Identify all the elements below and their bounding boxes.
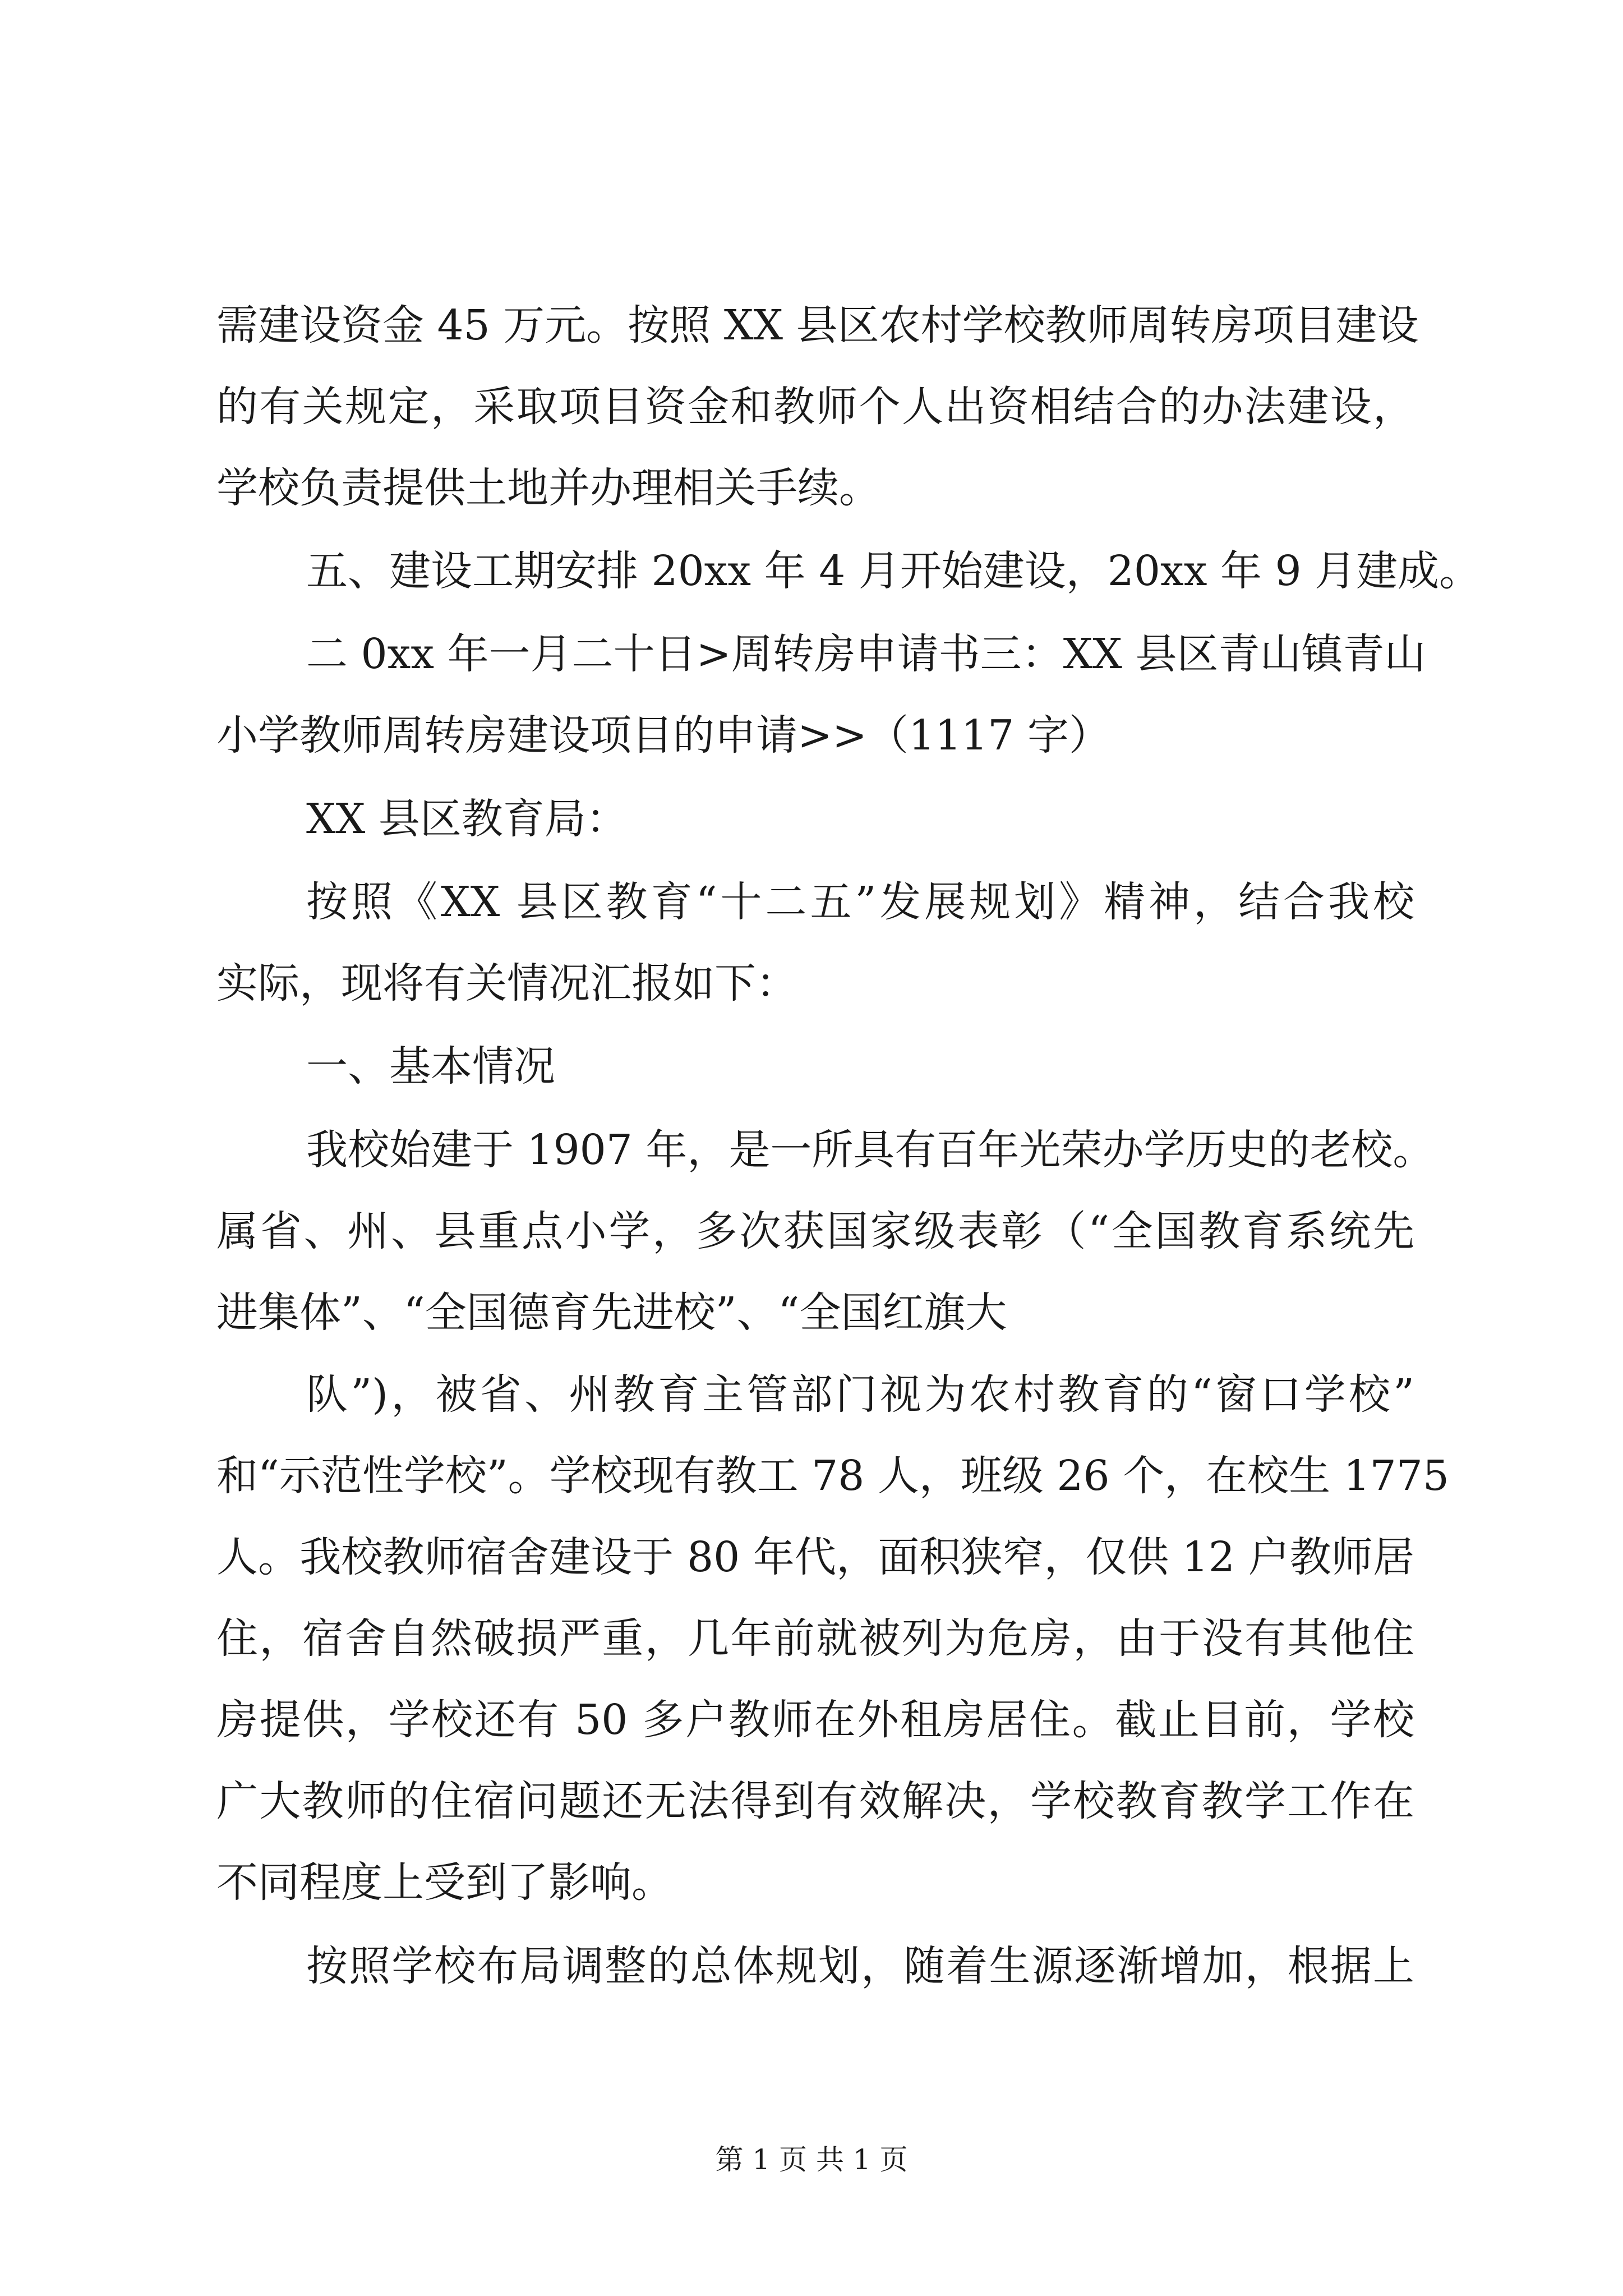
text-line: 人。我校教师宿舍建设于 80 年代，面积狭窄，仅供 12 户教师居: [216, 1533, 1414, 1581]
text-line: 五、建设工期安排 20xx 年 4 月开始建设，20xx 年 9 月建成。: [306, 547, 1481, 595]
text-line: 实际，现将有关情况汇报如下：: [216, 959, 797, 1007]
text-line: 和“示范性学校”。学校现有教工 78 人，班级 26 个，在校生 1775: [216, 1452, 1449, 1500]
text-line: 房提供，学校还有 50 多户教师在外租房居住。截止目前，学校: [216, 1696, 1414, 1744]
section-heading: 一、基本情况: [306, 1042, 555, 1091]
text-line: 按照《XX 县区教育“十二五”发展规划》精神，结合我校: [306, 878, 1414, 926]
text-line: 不同程度上受到了影响。: [216, 1858, 673, 1907]
text-line: 属省、州、县重点小学，多次获国家级表彰（“全国教育系统先: [216, 1207, 1414, 1255]
text-line: 队”)，被省、州教育主管部门视为农村教育的“窗口学校”: [306, 1370, 1414, 1419]
text-line: 广大教师的住宿问题还无法得到有效解决，学校教育教学工作在: [216, 1777, 1414, 1825]
text-line: 需建设资金 45 万元。按照 XX 县区农村学校教师周转房项目建设: [216, 301, 1419, 349]
page-footer: 第 1 页 共 1 页: [715, 2143, 908, 2176]
text-line: 的有关规定，采取项目资金和教师个人出资相结合的办法建设，: [216, 383, 1414, 431]
text-line: XX 县区教育局：: [306, 795, 628, 843]
text-line: 按照学校布局调整的总体规划，随着生源逐渐增加，根据上: [306, 1942, 1414, 1990]
text-line: 小学教师周转房建设项目的申请>>（1117 字）: [216, 711, 1110, 760]
text-line: 我校始建于 1907 年，是一所具有百年光荣办学历史的老校。: [306, 1126, 1435, 1174]
text-line: 住，宿舍自然破损严重，几年前就被列为危房，由于没有其他住: [216, 1614, 1414, 1663]
text-line: 二 0xx 年一月二十日>周转房申请书三：XX 县区青山镇青山: [306, 630, 1426, 678]
text-line: 学校负责提供土地并办理相关手续。: [216, 464, 880, 512]
text-line: 进集体”、“全国德育先进校”、“全国红旗大: [216, 1289, 1007, 1337]
